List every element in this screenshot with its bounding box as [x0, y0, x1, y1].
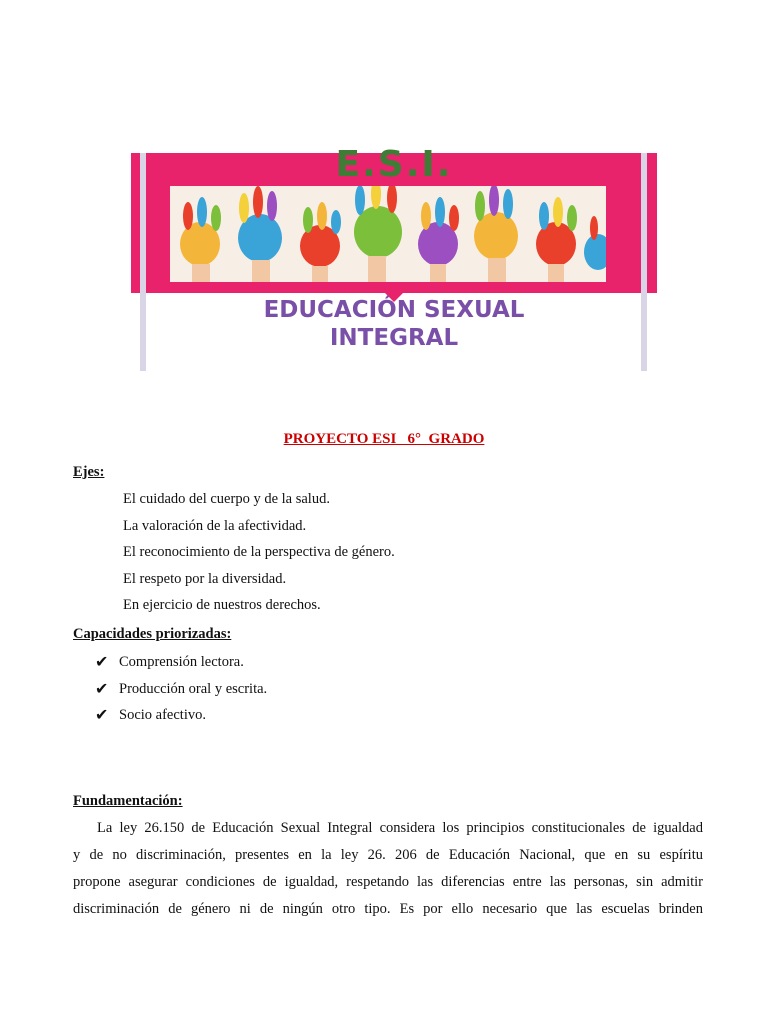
fundamentacion-line: propone asegurar condiciones de igualdad, respetando las diferencias entre las personas, sin admitir: [73, 874, 703, 890]
banner-subtitle: [131, 296, 657, 352]
capacidades-heading: Capacidades priorizadas:: [73, 626, 232, 642]
ejes-item: La valoración de la afectividad.: [123, 518, 307, 534]
fundamentacion-line: La ley 26.150 de Educación Sexual Integral considera los principios constitucionales de igualdad: [97, 820, 703, 836]
ejes-heading: Ejes:: [73, 464, 105, 480]
fundamentacion-heading: Fundamentación:: [73, 793, 183, 809]
checkmark-icon: ✔: [95, 681, 109, 698]
capacidad-item: Comprensión lectora.: [119, 654, 244, 670]
esi-banner: [131, 144, 657, 371]
ejes-item: El reconocimiento de la perspectiva de género.: [123, 544, 395, 560]
painted-hands-image: [170, 186, 606, 282]
checkmark-icon: ✔: [95, 654, 109, 671]
banner-subtitle-line-1: EDUCACIÓN SEXUAL: [263, 297, 525, 323]
project-title: PROYECTO ESI 6° GRADO: [283, 431, 485, 447]
banner-subtitle-line-2: INTEGRAL: [329, 325, 459, 351]
ejes-item: El cuidado del cuerpo y de la salud.: [123, 491, 330, 507]
checkmark-icon: ✔: [95, 707, 109, 724]
painted-hands-illustration: [170, 186, 606, 282]
capacidad-item: Socio afectivo.: [119, 707, 206, 723]
ejes-item: En ejercicio de nuestros derechos.: [123, 597, 321, 613]
ejes-item: El respeto por la diversidad.: [123, 571, 287, 587]
fundamentacion-line: discriminación de género ni de ningún otro tipo. Es por ello necesario que las escuelas brinden: [73, 901, 703, 917]
fundamentacion-line: y de no discriminación, presentes en la ley 26. 206 de Educación Nacional, que en su espíritu: [73, 847, 703, 863]
capacidad-item: Producción oral y escrita.: [119, 681, 268, 697]
banner-title: E.S.I.: [335, 144, 453, 185]
